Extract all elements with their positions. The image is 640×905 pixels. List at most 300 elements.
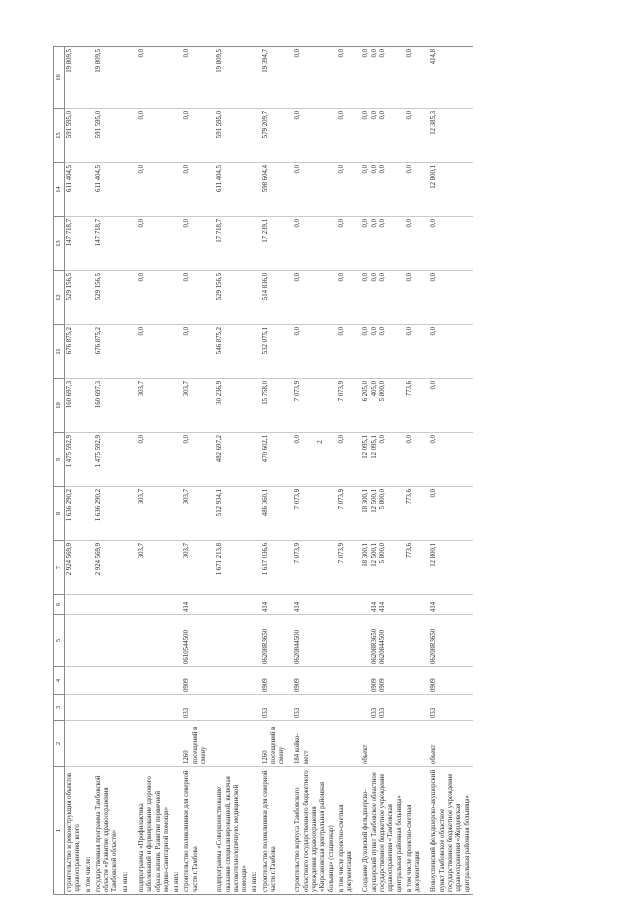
table-cell	[94, 595, 121, 615]
table-cell	[355, 487, 404, 541]
table-cell: 414	[287, 595, 336, 615]
table-cell: 19 809,5	[209, 47, 250, 109]
row-description: подпрограмма «Профилактика заболеваний и формирование здорового образа жизни. Развитие первичной медико-санитарной помощи»	[131, 767, 172, 895]
column-number-7: 7	[54, 541, 65, 595]
table-cell	[172, 595, 182, 615]
table-cell: 591 595,0	[65, 109, 84, 163]
table-cell: 033	[261, 695, 288, 721]
table-cell: 579 209,7	[261, 109, 288, 163]
cell-line: 12 095,1	[370, 435, 378, 459]
row-description: в том числе проектно-сметная документация	[337, 767, 356, 895]
table-cell	[65, 595, 84, 615]
table-cell: 1 475 592,9	[94, 433, 121, 487]
cell-line: 405,0	[370, 381, 378, 397]
table-cell: 773,6	[405, 379, 424, 433]
table-cell: 0,0	[131, 47, 172, 109]
table-cell	[250, 379, 260, 433]
table-cell: 0909	[182, 667, 209, 695]
table-cell: 19 809,5	[94, 47, 121, 109]
table-cell	[209, 667, 250, 695]
column-number-4: 4	[54, 667, 65, 695]
table-cell	[172, 325, 182, 379]
table-cell	[355, 217, 404, 271]
cell-line: 414	[370, 601, 378, 612]
table-cell: 1 475 592,9	[65, 433, 84, 487]
table-cell: 0,0	[287, 163, 336, 217]
table-cell	[337, 695, 356, 721]
table-cell: 414,8	[423, 47, 472, 109]
table-cell: 17 718,7	[209, 217, 250, 271]
table-cell	[355, 595, 404, 615]
table-cell: 0,0	[287, 325, 336, 379]
table-cell	[121, 721, 131, 767]
table-cell	[121, 163, 131, 217]
table-cell	[172, 217, 182, 271]
table-cell	[121, 615, 131, 667]
table-header	[54, 47, 65, 895]
table-cell	[84, 325, 94, 379]
cell-line: 0,0	[370, 327, 378, 336]
table-cell	[209, 595, 250, 615]
table-cell: 19 809,5	[65, 47, 84, 109]
table-cell: 033	[182, 695, 209, 721]
table-cell: 147 718,7	[94, 217, 121, 271]
table-cell	[84, 433, 94, 487]
cell-line: 0,0	[370, 111, 378, 120]
table-cell	[405, 667, 424, 695]
table-cell	[84, 217, 94, 271]
table-cell: 1 636 290,2	[94, 487, 121, 541]
table-cell: 773,6	[405, 487, 424, 541]
table-cell: 773,6	[405, 541, 424, 595]
cell-line: 0,0	[379, 49, 387, 58]
table-cell	[250, 163, 260, 217]
column-number-10: 10	[54, 379, 65, 433]
table-cell: 414	[182, 595, 209, 615]
table-cell: 0,0	[423, 271, 472, 325]
table-cell: 598 604,4	[261, 163, 288, 217]
row-description: строительство поликлиники для северной части г.Тамбова	[261, 767, 288, 895]
page-number: 2	[316, 440, 324, 444]
table-cell: 0,0	[182, 433, 209, 487]
table-cell	[250, 271, 260, 325]
table-cell: 7 073,9	[287, 541, 336, 595]
table-cell: 2 924 569,9	[94, 541, 121, 595]
table-cell	[209, 615, 250, 667]
row-description: строительство корпуса Тамбовского областного государственного бюджетного учреждения здравоохранения «Кирсановская центральная районная больница» (стационар)	[287, 767, 336, 895]
table-cell	[405, 595, 424, 615]
cell-line: 033	[379, 707, 387, 718]
table-cell: 0620844500	[287, 615, 336, 667]
table-cell	[121, 109, 131, 163]
cell-line: 12 500,1	[370, 543, 378, 567]
table-cell: 1260 посещений в смену	[182, 721, 209, 767]
cell-line: 0,0	[379, 327, 387, 336]
table-cell: 06208R3650	[261, 615, 288, 667]
table-cell	[172, 695, 182, 721]
table-cell	[250, 595, 260, 615]
cell-line: 0,0	[370, 219, 378, 228]
table-cell: 532 075,1	[261, 325, 288, 379]
table-cell	[121, 487, 131, 541]
table-cell	[121, 595, 131, 615]
table-cell: 06208R3650	[423, 615, 472, 667]
table-cell: 0,0	[337, 325, 356, 379]
table-cell: 160 697,3	[94, 379, 121, 433]
table-cell: 15 758,0	[261, 379, 288, 433]
table-cell: 0,0	[131, 271, 172, 325]
table-cell: 0,0	[423, 325, 472, 379]
table-cell: 0,0	[337, 271, 356, 325]
table-row	[84, 47, 94, 895]
table-cell	[337, 615, 356, 667]
table-cell: 0,0	[405, 271, 424, 325]
table-cell: 0,0	[405, 217, 424, 271]
table-cell: 0,0	[131, 325, 172, 379]
table-cell: 19 394,7	[261, 47, 288, 109]
table-cell: 0,0	[337, 163, 356, 217]
table-row	[287, 47, 336, 895]
table-cell: 0,0	[287, 109, 336, 163]
table-cell: 512 934,1	[209, 487, 250, 541]
table-row	[423, 47, 472, 895]
table-cell	[337, 595, 356, 615]
table-cell: 0,0	[287, 47, 336, 109]
cell-line: 5 800,0	[379, 543, 387, 564]
row-description: строительство поликлиники для северной части г.Тамбова	[182, 767, 209, 895]
table-cell	[131, 595, 172, 615]
table-cell: 1260 посещений в смену	[261, 721, 288, 767]
table-cell: 0,0	[287, 433, 336, 487]
cell-line	[362, 597, 370, 612]
table-cell	[355, 163, 404, 217]
table-cell: 591 595,0	[94, 109, 121, 163]
table-cell: 0909	[287, 667, 336, 695]
table-cell	[94, 721, 121, 767]
table-cell: 303,7	[182, 487, 209, 541]
row-description: из них:	[172, 767, 182, 895]
cell-line: 12 095,1	[362, 435, 370, 459]
row-description: в том числе проектно-сметная документация	[405, 767, 424, 895]
table-cell: 470 602,1	[261, 433, 288, 487]
table-cell: объект	[423, 721, 472, 767]
table-cell: 033	[287, 695, 336, 721]
table-cell: 0,0	[182, 217, 209, 271]
table-cell: 0,0	[405, 109, 424, 163]
table-cell	[84, 595, 94, 615]
table-cell	[94, 667, 121, 695]
table-row	[405, 47, 424, 895]
cell-line: 0,0	[370, 273, 378, 282]
table-cell: 0,0	[405, 163, 424, 217]
table-cell: 1 636 290,2	[65, 487, 84, 541]
column-number-16: 16	[54, 47, 65, 109]
table-cell	[209, 721, 250, 767]
table-row	[94, 47, 121, 895]
table-cell	[209, 695, 250, 721]
column-number-9: 9	[54, 433, 65, 487]
table-cell: 611 404,5	[209, 163, 250, 217]
table-cell	[172, 379, 182, 433]
table-cell: 12 385,3	[423, 109, 472, 163]
column-number-1: 1	[54, 767, 65, 895]
table-cell	[355, 433, 404, 487]
row-description: строительство и реконструкция объектов здравоохранения, всего	[65, 767, 84, 895]
table-cell: 0,0	[423, 433, 472, 487]
table-cell: 0,0	[405, 433, 424, 487]
table-cell: 0,0	[182, 163, 209, 217]
table-cell: 2 924 569,9	[65, 541, 84, 595]
table-cell	[250, 541, 260, 595]
cell-line: 0,0	[362, 165, 370, 174]
table-cell: 0,0	[423, 487, 472, 541]
cell-line: 0,0	[379, 273, 387, 282]
cell-line: 0,0	[379, 165, 387, 174]
cell-line: 414	[379, 601, 387, 612]
column-number-5: 5	[54, 615, 65, 667]
cell-line: 0,0	[362, 219, 370, 228]
cell-line	[362, 617, 370, 664]
cell-line: 0,0	[362, 327, 370, 336]
table-row	[121, 47, 131, 895]
cell-line: 0,0	[362, 49, 370, 58]
table-row	[355, 47, 404, 895]
table-cell	[172, 615, 182, 667]
cell-line: 0909	[379, 678, 387, 692]
cell-line: 0,0	[362, 111, 370, 120]
table-cell: 0,0	[337, 433, 356, 487]
table-cell	[250, 615, 260, 667]
table-cell	[172, 271, 182, 325]
table-cell: 0909	[261, 667, 288, 695]
column-number-3: 3	[54, 695, 65, 721]
table-cell	[84, 721, 94, 767]
table-cell: 591 595,0	[209, 109, 250, 163]
table-cell	[94, 695, 121, 721]
table-cell: 30 236,9	[209, 379, 250, 433]
table-cell	[84, 667, 94, 695]
table-cell	[121, 433, 131, 487]
row-description: из них:	[121, 767, 131, 895]
table-cell: 676 875,2	[65, 325, 84, 379]
cell-line: 0,0	[379, 219, 387, 228]
table-cell: 7 073,9	[337, 379, 356, 433]
table-cell	[121, 271, 131, 325]
table-cell: 184 койко-мест	[287, 721, 336, 767]
column-number-14: 14	[54, 163, 65, 217]
table-cell	[405, 695, 424, 721]
table-cell: 514 836,0	[261, 271, 288, 325]
table-cell: 414	[423, 595, 472, 615]
table-cell	[84, 47, 94, 109]
cell-line: 0,0	[370, 49, 378, 58]
table-cell: 0610544500	[182, 615, 209, 667]
table-cell: 0,0	[182, 325, 209, 379]
table-cell: 160 697,3	[65, 379, 84, 433]
table-cell	[355, 325, 404, 379]
table-cell	[84, 379, 94, 433]
cell-line: 0,0	[379, 111, 387, 120]
table-cell	[172, 47, 182, 109]
table-cell: 12 800,1	[423, 541, 472, 595]
table-cell	[405, 615, 424, 667]
table-cell: 7 073,9	[287, 487, 336, 541]
table-row	[172, 47, 182, 895]
table-cell: 529 156,5	[65, 271, 84, 325]
table-body	[65, 47, 473, 895]
table-row	[131, 47, 172, 895]
table-cell	[84, 109, 94, 163]
cell-line: 6 205,0	[362, 381, 370, 402]
table-cell	[172, 721, 182, 767]
table-cell: 1 671 213,8	[209, 541, 250, 595]
table-cell	[250, 667, 260, 695]
table-cell	[355, 109, 404, 163]
cell-line: 5 800,0	[379, 489, 387, 510]
table-cell: 7 073,9	[337, 487, 356, 541]
table-row	[250, 47, 260, 895]
table-cell: 611 404,5	[65, 163, 84, 217]
table-cell: 0,0	[423, 217, 472, 271]
table-cell: 0,0	[337, 109, 356, 163]
table-cell: 529 156,5	[94, 271, 121, 325]
table-cell	[121, 541, 131, 595]
row-description: в том числе:	[84, 767, 94, 895]
table-cell: 0909	[423, 667, 472, 695]
column-number-11: 11	[54, 325, 65, 379]
row-description: подпрограмма «Совершенствование оказания специализированной, включая высокотехнологичную, медицинской помощи»	[209, 767, 250, 895]
table-cell	[172, 487, 182, 541]
table-cell: 0,0	[405, 47, 424, 109]
table-cell: 676 875,2	[94, 325, 121, 379]
table-cell: 529 156,5	[209, 271, 250, 325]
table-cell	[84, 487, 94, 541]
table-cell: 17 239,1	[261, 217, 288, 271]
table-cell	[65, 695, 84, 721]
table-cell: 0,0	[287, 271, 336, 325]
table-cell	[65, 667, 84, 695]
table-row	[337, 47, 356, 895]
table-cell	[250, 325, 260, 379]
table-cell	[172, 667, 182, 695]
cell-line	[362, 697, 370, 718]
cell-line: 0,0	[379, 435, 387, 444]
rotated-page	[15, 35, 625, 895]
cell-line: 0909	[370, 678, 378, 692]
table-cell: 0,0	[131, 163, 172, 217]
table-cell: 414	[261, 595, 288, 615]
table-cell: 303,7	[182, 541, 209, 595]
table-cell: 0,0	[287, 217, 336, 271]
table-cell: 0,0	[131, 217, 172, 271]
table-cell: 0,0	[423, 379, 472, 433]
column-number-2: 2	[54, 721, 65, 767]
table-cell	[131, 695, 172, 721]
table-cell: 0,0	[337, 47, 356, 109]
cell-line: 033	[370, 707, 378, 718]
table-cell	[84, 695, 94, 721]
table-cell	[250, 487, 260, 541]
table-cell	[131, 667, 172, 695]
table-cell	[250, 109, 260, 163]
row-description: государственная программа Тамбовской области «Развитие здравоохранения Тамбовской области»	[94, 767, 121, 895]
cell-line: 0620844500	[379, 630, 387, 664]
table-cell	[131, 721, 172, 767]
column-number-15: 15	[54, 109, 65, 163]
table-cell	[337, 721, 356, 767]
table-cell: 7 073,9	[337, 541, 356, 595]
table-cell: 0,0	[182, 109, 209, 163]
table-cell: 303,7	[131, 379, 172, 433]
table-cell: объект	[355, 721, 404, 767]
table-cell: 0,0	[182, 47, 209, 109]
table-row	[261, 47, 288, 895]
table-cell	[84, 615, 94, 667]
table-cell	[337, 667, 356, 695]
table-cell	[94, 615, 121, 667]
table-cell: 303,7	[131, 487, 172, 541]
table-cell	[355, 667, 404, 695]
table-cell: 0,0	[405, 325, 424, 379]
table-row	[209, 47, 250, 895]
cell-line: 5 800,0	[379, 381, 387, 402]
table-cell	[250, 695, 260, 721]
table-cell	[355, 47, 404, 109]
table-cell: 546 875,2	[209, 325, 250, 379]
table-cell: 0,0	[131, 109, 172, 163]
table-cell	[65, 615, 84, 667]
table-row	[65, 47, 84, 895]
table-cell	[121, 695, 131, 721]
table-cell	[65, 721, 84, 767]
row-description: Создание Духовский фельдшерско-акушерский пункт Тамбовское областное государственное бюджетное учреждение здравоохранения «Тамбовская центральная районная больница»	[355, 767, 404, 895]
cell-line: 12 500,1	[370, 489, 378, 513]
table-cell	[250, 433, 260, 487]
table-row	[182, 47, 209, 895]
table-cell	[355, 615, 404, 667]
table-cell: 611 404,5	[94, 163, 121, 217]
table-cell	[84, 541, 94, 595]
row-description: Новоуспенский фельдшерско-акушерский пункт Тамбовское областное государственное бюджетное учреждение здравоохранения «Жердевская центральная районная больница»	[423, 767, 472, 895]
row-description: из них:	[250, 767, 260, 895]
column-number-8: 8	[54, 487, 65, 541]
table-cell: 303,7	[131, 541, 172, 595]
cell-line: 0,0	[370, 165, 378, 174]
table-cell	[84, 163, 94, 217]
table-cell	[355, 379, 404, 433]
table-cell	[250, 47, 260, 109]
column-number-12: 12	[54, 271, 65, 325]
table-cell	[121, 379, 131, 433]
cell-line	[362, 669, 370, 692]
cell-line: 06208R3650	[370, 628, 378, 664]
table-cell: 482 697,2	[209, 433, 250, 487]
table-cell: 0,0	[337, 217, 356, 271]
table-cell	[172, 433, 182, 487]
table-cell: 486 360,1	[261, 487, 288, 541]
column-number-6: 6	[54, 595, 65, 615]
table-cell	[250, 217, 260, 271]
table-cell: 12 800,1	[423, 163, 472, 217]
table-cell: 033	[423, 695, 472, 721]
table-cell	[121, 217, 131, 271]
table-cell	[355, 541, 404, 595]
cell-line: 0,0	[362, 273, 370, 282]
table-cell	[121, 667, 131, 695]
table-cell: 303,7	[182, 379, 209, 433]
table-cell: 1 617 036,6	[261, 541, 288, 595]
table-cell	[250, 721, 260, 767]
